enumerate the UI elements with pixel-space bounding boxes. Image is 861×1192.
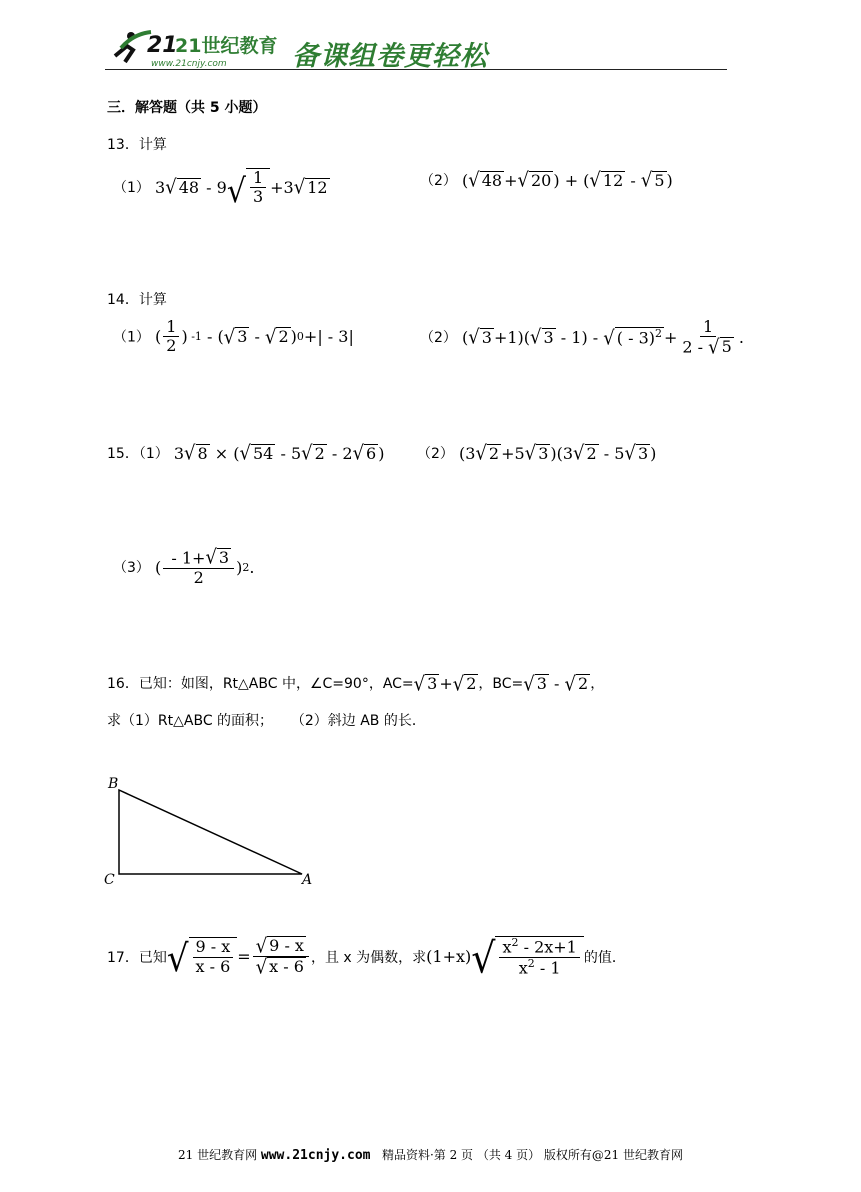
q17-text-c: 的值．	[583, 949, 626, 966]
q16-bc-expr: √ 3 - √ 2	[523, 672, 589, 696]
q14-label: 14．计算	[107, 292, 167, 308]
logo-text: 21世纪教育	[175, 35, 278, 57]
q14-part1	[113, 318, 354, 356]
q15-part3-expr: ( - 1+ √ 3 2 ) 2 .	[155, 546, 255, 587]
q13-part1-label: （1）	[113, 179, 150, 196]
q14-part1-expr: ( $\frac{1}{2}$ ) -1 - ( √ 3 - √ 2 ) 0 +| - 3|	[155, 317, 354, 356]
q13-part1	[113, 168, 330, 211]
q17-line	[107, 934, 626, 983]
q14-part2-expr: ( √ 3 +1)( √ 3 - 1) - √ ( - 3)$^2$ + 1 2 - √ 5 .	[462, 317, 744, 359]
q16-line2: 求（1）Rt△ABC 的面积； （2）斜边 AB 的长．	[107, 713, 426, 729]
runner-logo-icon	[107, 26, 287, 70]
logo-url: www.21cnjy.com	[151, 59, 227, 69]
q13-part2	[420, 169, 673, 193]
q16-ac-expr: √ 3 + √ 2	[413, 672, 477, 696]
vertex-label-a: A	[302, 872, 313, 888]
q17-given-expr: √ $\frac{9 - x}{x - 6}$ = √ 9 - x √ x - 6	[167, 936, 311, 977]
q15-label: 15．（1）	[107, 446, 169, 462]
header-logo	[107, 26, 287, 70]
vertex-label-c: C	[104, 872, 115, 888]
q13-part2-label: （2）	[420, 173, 457, 189]
page-footer	[0, 1146, 861, 1163]
q16-text-b: ，BC=	[478, 676, 524, 692]
q16-line1	[107, 673, 604, 694]
q13-label: 13．计算	[107, 137, 167, 153]
footer-site-link[interactable]: www.21cnjy.com	[260, 1148, 371, 1163]
q17-text-b: ，且 x 为偶数，求	[310, 949, 427, 966]
q15-part2	[417, 442, 657, 466]
q13-part2-expr: ( √ 48 + √ 20 ) + ( √ 12 - √ 5 )	[462, 169, 673, 193]
q15-part3-label: （3）	[113, 560, 150, 577]
q16-text-a: 16．已知：如图，Rt△ABC 中，∠C=90°，AC=	[107, 676, 414, 692]
header-slogan: 备课组卷更轻松	[292, 41, 488, 72]
q17-text-a: 17．已知	[107, 949, 167, 966]
q15-part1-expr: 3 √ 8 × ( √ 54 - 5 √ 2 - 2 √ 6 )	[173, 442, 385, 466]
section-title: 三．解答题（共 5 小题）	[107, 100, 267, 116]
q15-part2-label: （2）	[417, 446, 454, 462]
q14-part2-label: （2）	[420, 330, 457, 347]
q15-part2-expr: (3 √ 2 +5 √ 3 )(3 √ 2 - 5 √ 3 )	[459, 442, 657, 466]
q13-part1-expr: 3 √ 48 - 9 √ $\frac{1}{3}$ +3 √ 12	[155, 168, 328, 211]
vertex-label-b: B	[108, 776, 119, 792]
footer-right: 精品资料·第 2 页 （共 4 页） 版权所有@21 世纪教育网	[381, 1148, 683, 1162]
header-divider	[105, 69, 727, 70]
q16-text-c: ，	[590, 676, 605, 692]
q17-target-expr: (1+x) √ $\frac{x^2 - 2x+1}{x^2 - 1}$	[426, 936, 584, 977]
q14-part1-label: （1）	[113, 329, 150, 346]
q15-part3	[113, 548, 254, 587]
triangle-abc	[119, 790, 302, 874]
q14-part2	[420, 318, 744, 357]
footer-left: 21 世纪教育网	[177, 1148, 258, 1162]
triangle-figure	[100, 772, 320, 892]
svg-text:21: 21	[147, 33, 178, 58]
q15-part1	[107, 442, 385, 466]
